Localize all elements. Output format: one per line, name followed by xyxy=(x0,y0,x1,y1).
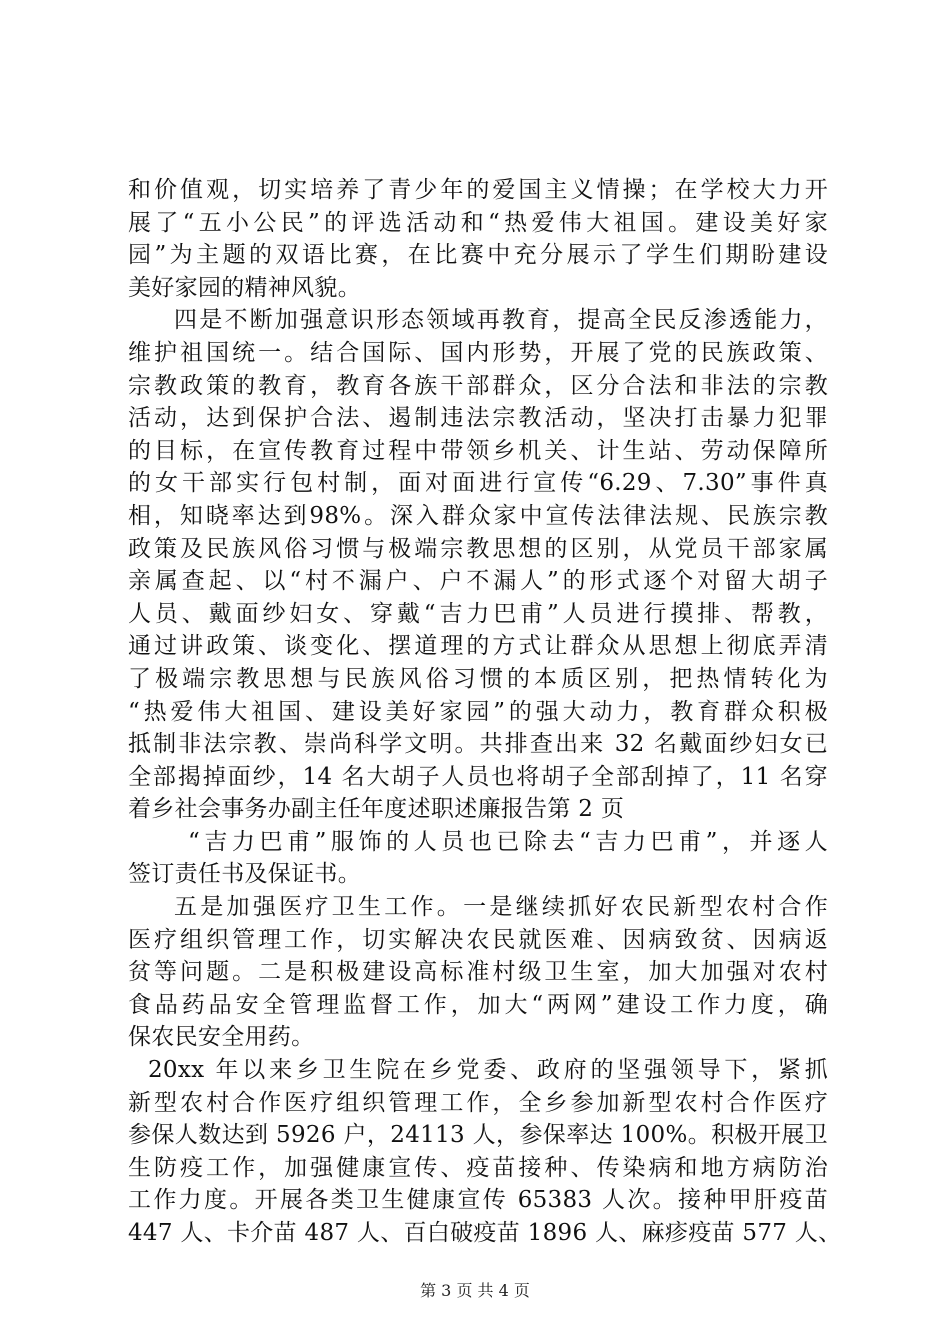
text-line: 园”为主题的双语比赛，在比赛中充分展示了学生们期盼建设 xyxy=(128,242,828,269)
text-line: 447 人、卡介苗 487 人、百白破疫苗 1896 人、麻疹疫苗 577 人、 xyxy=(128,1220,842,1246)
text-line: 医疗组织管理工作，切实解决农民就医难、因病致贫、因病返 xyxy=(128,926,828,953)
text-line: 展了“五小公民”的评选活动和“热爱伟大祖国。建设美好家 xyxy=(128,209,828,236)
text-line: 和价值观，切实培养了青少年的爱国主义情操；在学校大力开 xyxy=(128,177,828,203)
text-line: 20xx 年以来乡卫生院在乡党委、政府的坚强领导下，紧抓 xyxy=(148,1057,828,1084)
body-text xyxy=(128,174,842,1250)
text-line: 保农民安全用药。 xyxy=(128,1024,315,1051)
text-line: 全部揭掉面纱，14 名大胡子人员也将胡子全部刮掉了，11 名穿 xyxy=(128,763,828,790)
text-line: 了极端宗教思想与民族风俗习惯的本质区别，把热情转化为 xyxy=(128,665,828,692)
text-line: 食品药品安全管理监督工作，加大“两网”建设工作力度，确 xyxy=(128,991,828,1018)
text-line: 新型农村合作医疗组织管理工作，全乡参加新型农村合作医疗 xyxy=(128,1089,828,1116)
text-line: 活动，达到保护合法、遏制违法宗教活动，坚决打击暴力犯罪 xyxy=(128,405,828,432)
text-line: 五是加强医疗卫生工作。一是继续抓好农民新型农村合作 xyxy=(174,894,828,921)
text-line: 的女干部实行包村制，面对面进行宣传“6.29、7.30”事件真 xyxy=(128,470,828,497)
text-line: 参保人数达到 5926 户，24113 人，参保率达 100%。积极开展卫 xyxy=(128,1122,828,1149)
text-line: 工作力度。开展各类卫生健康宣传 65383 人次。接种甲肝疫苗 xyxy=(128,1187,828,1214)
text-line: 政策及民族风俗习惯与极端宗教思想的区别，从党员干部家属 xyxy=(128,535,828,562)
text-line: 贫等问题。二是积极建设高标准村级卫生室，加大加强对农村 xyxy=(128,959,828,986)
text-line: 四是不断加强意识形态领域再教育，提高全民反渗透能力， xyxy=(174,307,828,334)
text-line: 抵制非法宗教、崇尚科学文明。共排查出来 32 名戴面纱妇女已 xyxy=(128,731,828,758)
text-line: 维护祖国统一。结合国际、国内形势，开展了党的民族政策、 xyxy=(128,339,828,366)
text-line: 通过讲政策、谈变化、摆道理的方式让群众从思想上彻底弄清 xyxy=(128,633,828,660)
text-line: 相，知晓率达到98%。深入群众家中宣传法律法规、民族宗教 xyxy=(128,502,828,529)
text-line: 亲属查起、以“村不漏户、户不漏人”的形式逐个对留大胡子 xyxy=(128,568,828,595)
text-line: “吉力巴甫”服饰的人员也已除去“吉力巴甫”，并逐人 xyxy=(188,828,828,855)
text-line: 签订责任书及保证书。 xyxy=(128,861,361,888)
text-line: 人员、戴面纱妇女、穿戴“吉力巴甫”人员进行摸排、帮教， xyxy=(128,600,828,627)
text-line: “热爱伟大祖国、建设美好家园”的强大动力，教育群众积极 xyxy=(128,698,828,725)
text-line: 美好家园的精神风貌。 xyxy=(128,274,361,301)
text-line: 的目标，在宣传教育过程中带领乡机关、计生站、劳动保障所 xyxy=(128,437,828,464)
text-line: 着乡社会事务办副主任年度述职述廉报告第 2 页 xyxy=(128,796,625,823)
page-footer: 第 3 页 共 4 页 xyxy=(420,1281,530,1300)
text-line: 生防疫工作，加强健康宣传、疫苗接种、传染病和地方病防治 xyxy=(128,1154,828,1181)
text-line: 宗教政策的教育，教育各族干部群众，区分合法和非法的宗教 xyxy=(128,372,828,399)
